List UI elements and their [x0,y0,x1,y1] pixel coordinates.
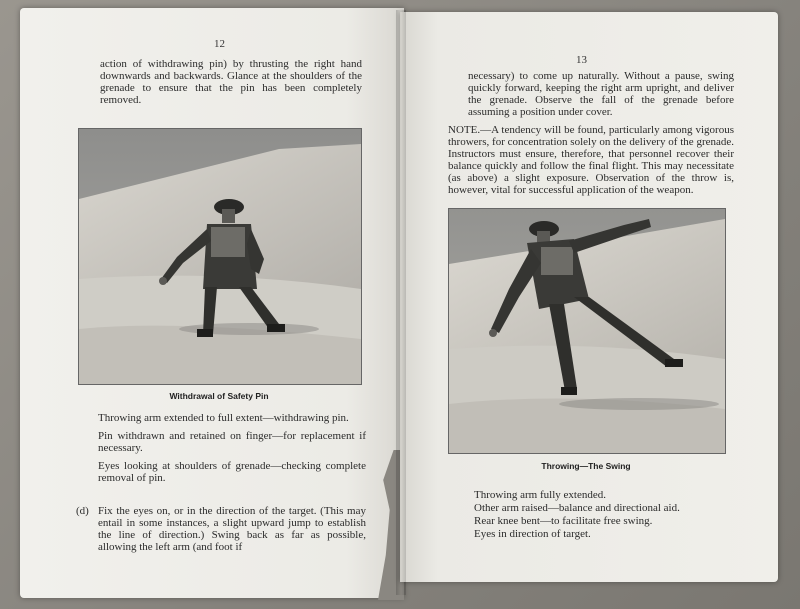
right-notes [474,489,734,541]
step-d-label: (d) [76,505,89,517]
right-note-2: Other arm raised—balance and directional aid. [474,502,680,514]
soldier-photo-illustration [79,129,361,384]
right-page [400,12,778,582]
left-page [20,8,404,598]
photo-withdrawal-of-safety-pin [78,128,362,385]
right-note-4: Eyes in direction of target. [474,528,591,540]
caption-withdrawal-of-safety-pin: Withdrawal of Safety Pin [169,391,269,401]
left-note-1: Throwing arm extended to full extent—withdrawing pin. [98,412,349,424]
caption-throwing-the-swing: Throwing—The Swing [541,461,631,471]
right-note-1: Throwing arm fully extended. [474,489,606,501]
left-note-3: Eyes looking at shoulders of grenade—checking complete removal of pin. [98,460,366,484]
left-note-2: Pin withdrawn and retained on finger—for replacement if necessary. [98,430,366,454]
left-notes [98,412,366,484]
soldier-throwing-illustration [449,209,725,453]
photo-throwing-the-swing [448,208,726,454]
right-intro-text: necessary) to come up naturally. Without a pause, swing quickly forward, keeping the right arm upright, and deliver the grenade. Observe the fall of the grenade before assuming a position under cover. [468,70,734,118]
right-note-text: NOTE.—A tendency will be found, particularly among vigorous throwers, for concentration solely on the delivery of the grenade. Instructors must ensure, therefore, that personnel recover their balance quickly and follow the final flight. This may necessitate (as above) a slight exposure. Observation of the throw is, however, vital for successful application of the weapon. [448,124,734,196]
book-gutter [396,10,406,595]
left-intro-text: action of withdrawing pin) by thrusting the right hand downwards and backwards. Glance at the shoulders of the grenade to ensure that the pin has been completely removed. [100,58,362,106]
page-number-12: 12 [214,38,225,50]
page-number-13: 13 [576,54,587,66]
right-note-3: Rear knee bent—to facilitate free swing. [474,515,653,527]
step-d-text: Fix the eyes on, or in the direction of the target. (This may entail in some instances, a slight upward jump to establish the line of direction.) Swing back as far as possible, allowing the left arm (and foot if [98,505,366,553]
